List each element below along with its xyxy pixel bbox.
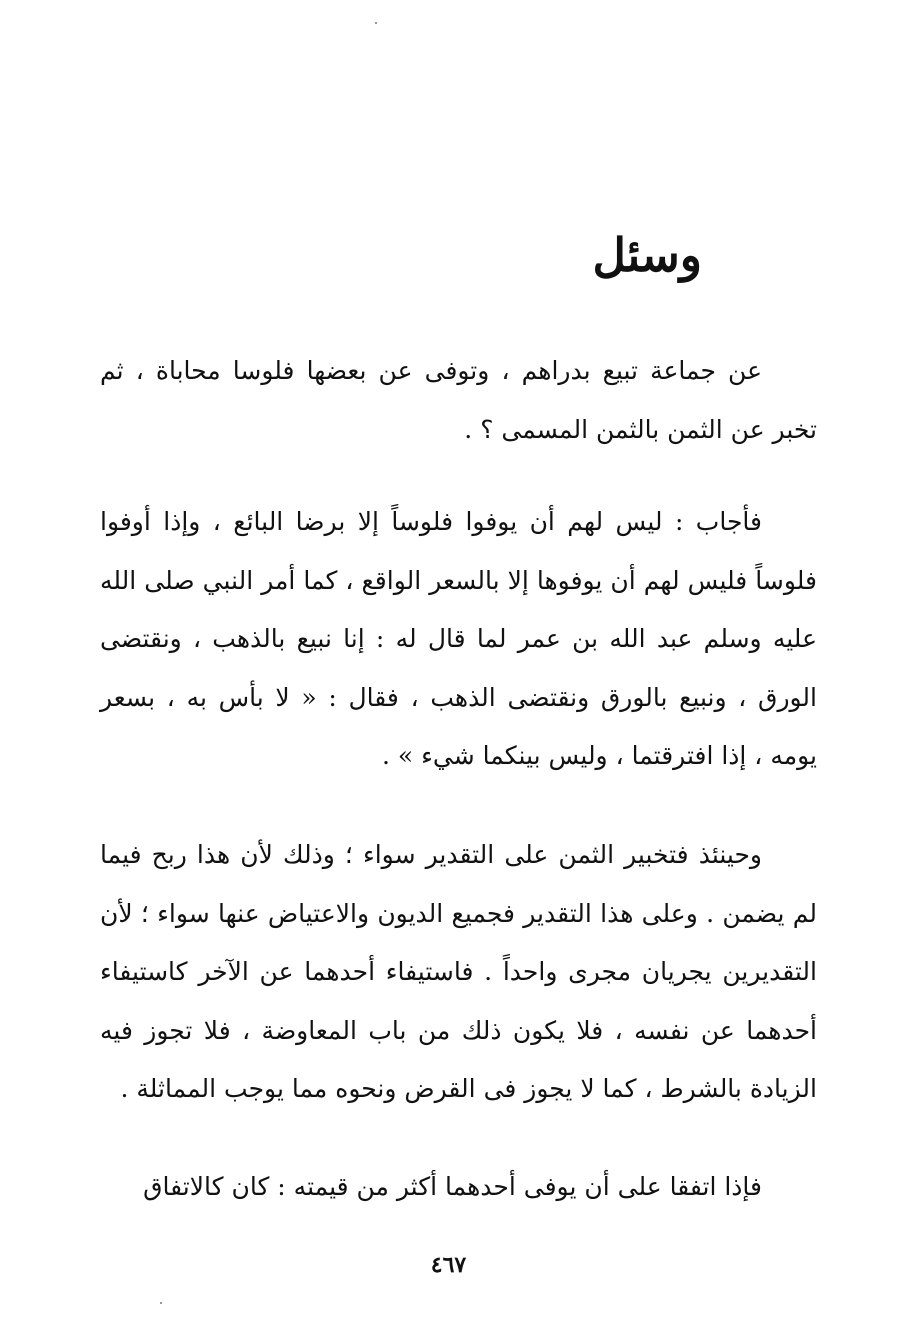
explanation-paragraph: وحينئذ فتخبير الثمن على التقدير سواء ؛ وذلك لأن هذا ربح فيما لم يضمن . وعلى هذا التقدير فجميع الديون والاعتياض عنها سواء ؛ لأن التقديرين يجريان مجرى واحداً . فاستيفاء أحدهما عن الآخر كاستيفاء أحدهما عن نفسه ، فلا يكون ذلك من باب المعاوضة ، فلا تجوز فيه الزيادة بالشرط ، كما لا يجوز فى القرض ونحوه مما يوجب المماثلة . <box>100 840 817 1103</box>
continuation-paragraph: فإذا اتفقا على أن يوفى أحدهما أكثر من قيمته : كان كالاتفاق <box>143 1172 762 1201</box>
section-heading: وسئل <box>592 228 702 282</box>
page-number: ٤٦٧ <box>430 1252 467 1278</box>
scan-speck <box>160 1302 162 1304</box>
scan-speck <box>375 22 377 24</box>
question-paragraph: عن جماعة تبيع بدراهم ، وتوفى عن بعضها فلوسا محاباة ، ثم تخبر عن الثمن بالثمن المسمى ؟ . <box>100 356 817 444</box>
answer-paragraph: فأجاب : ليس لهم أن يوفوا فلوساً إلا برضا البائع ، وإذا أوفوا فلوساً فليس لهم أن يوفوها إلا بالسعر الواقع ، كما أمر النبي صلى الله عليه وسلم عبد الله بن عمر لما قال له : إنا نبيع بالذهب ، ونقتضى الورق ، ونبيع بالورق ونقتضى الذهب ، فقال : « لا بأس به ، بسعر يومه ، إذا افترقتما ، وليس بينكما شيء » . <box>100 507 817 770</box>
